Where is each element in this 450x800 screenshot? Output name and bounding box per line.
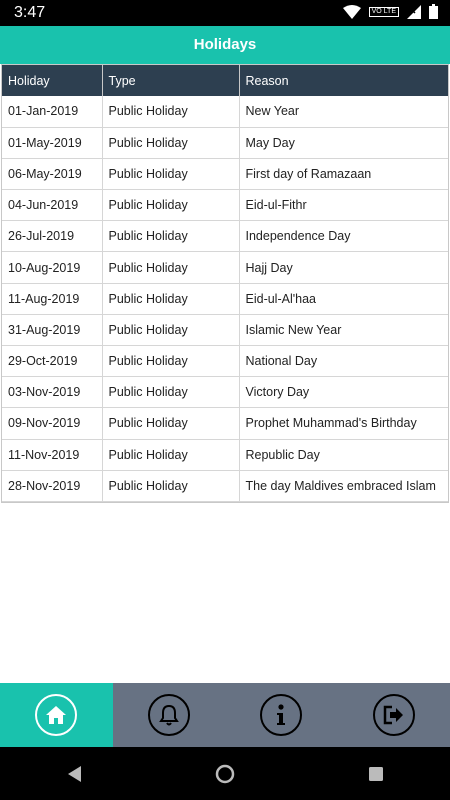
signal-icon — [407, 5, 421, 19]
table-row — [2, 96, 448, 127]
cell-reason: Hajj Day — [239, 252, 448, 283]
nav-home-button[interactable] — [0, 683, 113, 747]
bell-icon-ring — [148, 694, 190, 736]
status-bar — [0, 0, 450, 26]
bell-icon — [159, 704, 179, 726]
cell-type: Public Holiday — [102, 439, 239, 470]
cell-holiday: 11-Aug-2019 — [2, 283, 102, 314]
cell-reason: Prophet Muhammad's Birthday — [239, 408, 448, 439]
volte-badge: VO LTE — [369, 7, 399, 17]
page-title: Holidays — [0, 26, 450, 64]
system-nav-bar — [0, 747, 450, 800]
cell-reason: Eid-ul-Al'haa — [239, 283, 448, 314]
cell-type: Public Holiday — [102, 96, 239, 127]
cell-type: Public Holiday — [102, 408, 239, 439]
wifi-icon — [343, 5, 361, 19]
cell-holiday: 04-Jun-2019 — [2, 190, 102, 221]
home-icon — [45, 705, 67, 725]
cell-holiday: 01-May-2019 — [2, 127, 102, 158]
table-row — [2, 439, 448, 470]
cell-holiday: 31-Aug-2019 — [2, 314, 102, 345]
table-row — [2, 283, 448, 314]
info-icon — [276, 704, 286, 726]
recents-icon[interactable] — [368, 766, 384, 782]
column-header-holiday: Holiday — [2, 65, 102, 96]
cell-reason: New Year — [239, 96, 448, 127]
column-header-reason: Reason — [239, 65, 448, 96]
cell-reason: Victory Day — [239, 377, 448, 408]
cell-holiday: 03-Nov-2019 — [2, 377, 102, 408]
cell-holiday: 11-Nov-2019 — [2, 439, 102, 470]
holidays-table — [1, 64, 449, 503]
logout-icon — [383, 705, 405, 725]
logout-icon-ring — [373, 694, 415, 736]
cell-reason: Islamic New Year — [239, 314, 448, 345]
status-icons — [343, 4, 438, 19]
table-row — [2, 127, 448, 158]
cell-holiday: 06-May-2019 — [2, 158, 102, 189]
bottom-nav — [0, 683, 450, 747]
table-header-row — [2, 65, 448, 96]
table-row — [2, 190, 448, 221]
cell-type: Public Holiday — [102, 377, 239, 408]
cell-type: Public Holiday — [102, 127, 239, 158]
cell-type: Public Holiday — [102, 314, 239, 345]
table-row — [2, 221, 448, 252]
cell-type: Public Holiday — [102, 190, 239, 221]
cell-reason: May Day — [239, 127, 448, 158]
cell-reason: First day of Ramazaan — [239, 158, 448, 189]
table-row — [2, 346, 448, 377]
cell-type: Public Holiday — [102, 221, 239, 252]
column-header-type: Type — [102, 65, 239, 96]
cell-holiday: 01-Jan-2019 — [2, 96, 102, 127]
table-row — [2, 252, 448, 283]
status-time: 3:47 — [14, 4, 46, 21]
nav-info-button[interactable] — [225, 683, 338, 747]
home-icon-ring — [35, 694, 77, 736]
table-row — [2, 408, 448, 439]
cell-reason: National Day — [239, 346, 448, 377]
cell-holiday: 10-Aug-2019 — [2, 252, 102, 283]
table-row — [2, 377, 448, 408]
cell-holiday: 29-Oct-2019 — [2, 346, 102, 377]
cell-reason: The day Maldives embraced Islam — [239, 470, 448, 501]
nav-logout-button[interactable] — [338, 683, 450, 747]
cell-holiday: 28-Nov-2019 — [2, 470, 102, 501]
cell-type: Public Holiday — [102, 346, 239, 377]
cell-reason: Eid-ul-Fithr — [239, 190, 448, 221]
table-row — [2, 158, 448, 189]
cell-type: Public Holiday — [102, 283, 239, 314]
info-icon-ring — [260, 694, 302, 736]
cell-reason: Independence Day — [239, 221, 448, 252]
cell-reason: Republic Day — [239, 439, 448, 470]
table-row — [2, 314, 448, 345]
cell-type: Public Holiday — [102, 158, 239, 189]
battery-icon — [429, 4, 438, 19]
nav-notifications-button[interactable] — [113, 683, 226, 747]
cell-type: Public Holiday — [102, 470, 239, 501]
table-row — [2, 470, 448, 501]
cell-holiday: 26-Jul-2019 — [2, 221, 102, 252]
cell-type: Public Holiday — [102, 252, 239, 283]
back-icon[interactable] — [66, 765, 82, 783]
home-circle-icon[interactable] — [215, 764, 235, 784]
cell-holiday: 09-Nov-2019 — [2, 408, 102, 439]
